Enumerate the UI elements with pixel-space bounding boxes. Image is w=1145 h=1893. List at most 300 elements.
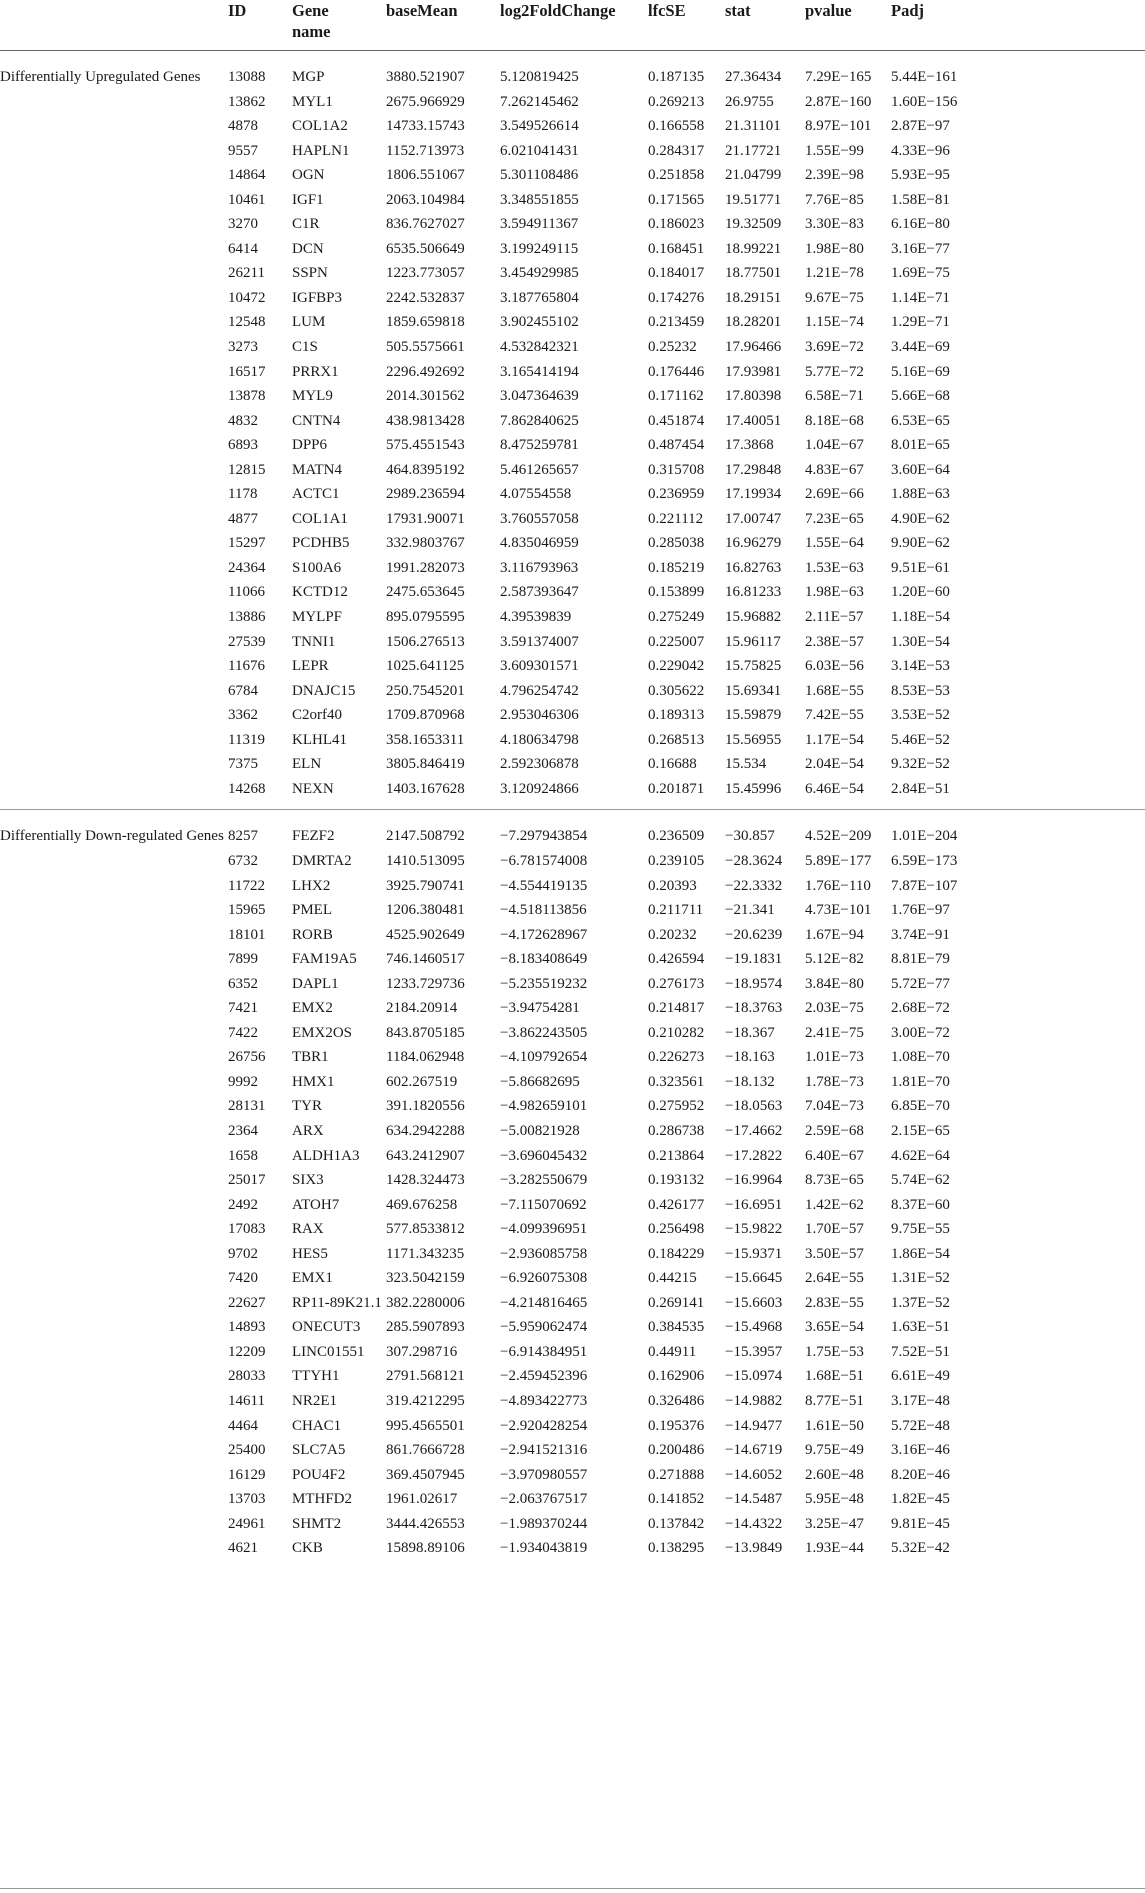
table-row: [0, 810, 1145, 849]
cell-log2foldchange: 2.587393647: [500, 584, 579, 601]
cell-padj: 9.75E−55: [891, 1221, 950, 1238]
cell-gene-name: HAPLN1: [292, 142, 350, 159]
cell-id: 10461: [228, 191, 266, 208]
cell-gene-name: MTHFD2: [292, 1491, 353, 1508]
cell-log2foldchange: 4.39539839: [500, 609, 572, 626]
cell-stat: 15.56955: [725, 731, 782, 748]
cell-stat: −15.6645: [725, 1270, 783, 1287]
cell-padj: 1.14E−71: [891, 289, 950, 306]
cell-pvalue: 2.03E−75: [805, 1000, 864, 1017]
cell-lfcse: 0.285038: [648, 535, 705, 552]
cell-padj: 3.16E−77: [891, 240, 950, 257]
cell-log2foldchange: −4.518113856: [500, 902, 587, 919]
cell-basemean: 1961.02617: [386, 1491, 458, 1508]
cell-lfcse: 0.275249: [648, 609, 705, 626]
section-label-empty: [0, 1217, 228, 1242]
cell-padj: 8.01E−65: [891, 437, 950, 454]
table-row: [0, 163, 1145, 188]
cell-id: 11676: [228, 658, 265, 675]
cell-log2foldchange: 3.165414194: [500, 363, 579, 380]
cell-basemean: 3925.790741: [386, 877, 465, 894]
cell-lfcse: 0.185219: [648, 559, 705, 576]
cell-pvalue: 1.55E−64: [805, 535, 864, 552]
cell-id: 15297: [228, 535, 266, 552]
cell-gene-name: OGN: [292, 167, 325, 184]
cell-stat: 16.82763: [725, 559, 782, 576]
cell-id: 9557: [228, 142, 258, 159]
cell-gene-name: DNAJC15: [292, 682, 356, 699]
cell-id: 14611: [228, 1392, 265, 1409]
cell-log2foldchange: −7.297943854: [500, 828, 588, 845]
cell-padj: 4.90E−62: [891, 510, 950, 527]
cell-basemean: 2791.568121: [386, 1368, 465, 1385]
cell-padj: 1.86E−54: [891, 1245, 950, 1262]
section-label-empty: [0, 605, 228, 630]
cell-lfcse: 0.189313: [648, 707, 705, 724]
cell-padj: 7.87E−107: [891, 877, 958, 894]
cell-padj: 9.90E−62: [891, 535, 950, 552]
cell-lfcse: 0.251858: [648, 167, 705, 184]
cell-log2foldchange: −5.86682695: [500, 1073, 580, 1090]
cell-lfcse: 0.171565: [648, 191, 705, 208]
cell-gene-name: RAX: [292, 1221, 324, 1238]
cell-gene-name: KCTD12: [292, 584, 348, 601]
section-label-empty: [0, 1487, 228, 1512]
cell-id: 4878: [228, 118, 258, 135]
cell-id: 24961: [228, 1515, 266, 1532]
cell-log2foldchange: 4.835046959: [500, 535, 579, 552]
cell-basemean: 2675.966929: [386, 93, 465, 110]
cell-gene-name: CHAC1: [292, 1417, 342, 1434]
cell-id: 6893: [228, 437, 258, 454]
cell-id: 13886: [228, 609, 266, 626]
cell-basemean: 250.7545201: [386, 682, 465, 699]
cell-gene-name: TBR1: [292, 1049, 329, 1066]
cell-lfcse: 0.221112: [648, 510, 704, 527]
cell-lfcse: 0.210282: [648, 1024, 705, 1041]
table-row: [0, 1291, 1145, 1316]
cell-id: 8257: [228, 828, 258, 845]
section-label-empty: [0, 163, 228, 188]
cell-pvalue: 2.60E−48: [805, 1466, 864, 1483]
cell-pvalue: 3.50E−57: [805, 1245, 864, 1262]
table-row: [0, 947, 1145, 972]
cell-basemean: 1223.773057: [386, 265, 465, 282]
table-row: [0, 286, 1145, 311]
cell-id: 13088: [228, 69, 266, 85]
cell-pvalue: 4.73E−101: [805, 902, 872, 919]
cell-gene-name: LHX2: [292, 877, 331, 894]
cell-stat: −13.9849: [725, 1540, 783, 1557]
cell-gene-name: RP11-89K21.1: [292, 1294, 382, 1311]
cell-stat: 21.04799: [725, 167, 782, 184]
section-label-empty: [0, 898, 228, 923]
cell-stat: 16.96279: [725, 535, 782, 552]
cell-lfcse: 0.256498: [648, 1221, 705, 1238]
cell-pvalue: 1.93E−44: [805, 1540, 864, 1557]
cell-stat: −15.3957: [725, 1343, 783, 1360]
cell-padj: 9.32E−52: [891, 756, 950, 773]
cell-padj: 8.53E−53: [891, 682, 950, 699]
cell-basemean: 602.267519: [386, 1073, 458, 1090]
cell-log2foldchange: 3.902455102: [500, 314, 579, 331]
cell-padj: 2.15E−65: [891, 1122, 950, 1139]
section-label-empty: [0, 90, 228, 115]
section-label-empty: [0, 580, 228, 605]
cell-basemean: 285.5907893: [386, 1319, 465, 1336]
cell-log2foldchange: 3.120924866: [500, 780, 579, 797]
cell-padj: 6.59E−173: [891, 852, 958, 869]
cell-gene-name: LEPR: [292, 658, 329, 675]
table-row: [0, 972, 1145, 997]
cell-padj: 5.74E−62: [891, 1172, 950, 1189]
section-label-empty: [0, 458, 228, 483]
cell-log2foldchange: 3.348551855: [500, 191, 579, 208]
table-row: [0, 384, 1145, 409]
cell-padj: 1.29E−71: [891, 314, 950, 331]
table-row: [0, 1463, 1145, 1488]
cell-pvalue: 9.75E−49: [805, 1442, 864, 1459]
cell-lfcse: 0.323561: [648, 1073, 705, 1090]
cell-basemean: 2147.508792: [386, 828, 465, 845]
cell-id: 4621: [228, 1540, 258, 1557]
cell-padj: 3.60E−64: [891, 461, 950, 478]
cell-gene-name: DPP6: [292, 437, 328, 454]
cell-lfcse: 0.166558: [648, 118, 705, 135]
cell-basemean: 575.4551543: [386, 437, 465, 454]
cell-basemean: 319.4212295: [386, 1392, 465, 1409]
cell-basemean: 464.8395192: [386, 461, 465, 478]
cell-basemean: 3805.846419: [386, 756, 465, 773]
cell-lfcse: 0.187135: [648, 69, 705, 85]
cell-stat: 18.28201: [725, 314, 782, 331]
cell-pvalue: 5.95E−48: [805, 1491, 864, 1508]
cell-id: 25400: [228, 1442, 266, 1459]
table-row: [0, 1070, 1145, 1095]
cell-basemean: 1709.870968: [386, 707, 465, 724]
cell-id: 9702: [228, 1245, 258, 1262]
cell-basemean: 2475.653645: [386, 584, 465, 601]
cell-id: 7421: [228, 1000, 258, 1017]
cell-lfcse: 0.305622: [648, 682, 705, 699]
cell-log2foldchange: −1.934043819: [500, 1540, 588, 1557]
table-row: [0, 777, 1145, 810]
section-label-empty: [0, 1414, 228, 1439]
cell-stat: 17.29848: [725, 461, 782, 478]
cell-id: 7375: [228, 756, 258, 773]
cell-basemean: 382.2280006: [386, 1294, 465, 1311]
cell-basemean: 391.1820556: [386, 1098, 465, 1115]
cell-basemean: 4525.902649: [386, 926, 465, 943]
cell-pvalue: 4.83E−67: [805, 461, 864, 478]
cell-pvalue: 2.41E−75: [805, 1024, 864, 1041]
cell-lfcse: 0.162906: [648, 1368, 705, 1385]
section-label-empty: [0, 703, 228, 728]
cell-padj: 5.72E−77: [891, 975, 950, 992]
table-row: [0, 996, 1145, 1021]
cell-stat: −21.341: [725, 902, 775, 919]
cell-log2foldchange: −4.099396951: [500, 1221, 588, 1238]
section-label-empty: [0, 752, 228, 777]
cell-stat: −14.6052: [725, 1466, 783, 1483]
cell-pvalue: 2.38E−57: [805, 633, 864, 650]
cell-stat: 15.96117: [725, 633, 781, 650]
cell-gene-name: FAM19A5: [292, 951, 357, 968]
section-label-empty: [0, 114, 228, 139]
table-row: [0, 1045, 1145, 1070]
cell-basemean: 577.8533812: [386, 1221, 465, 1238]
cell-stat: −14.9882: [725, 1392, 783, 1409]
cell-pvalue: 2.87E−160: [805, 93, 872, 110]
cell-pvalue: 9.67E−75: [805, 289, 864, 306]
cell-lfcse: 0.141852: [648, 1491, 705, 1508]
cell-pvalue: 1.75E−53: [805, 1343, 864, 1360]
cell-basemean: 323.5042159: [386, 1270, 465, 1287]
cell-lfcse: 0.213459: [648, 314, 705, 331]
cell-padj: 1.58E−81: [891, 191, 950, 208]
cell-log2foldchange: −6.781574008: [500, 852, 588, 869]
cell-stat: 26.9755: [725, 93, 774, 110]
cell-lfcse: 0.426594: [648, 951, 705, 968]
cell-lfcse: 0.284317: [648, 142, 705, 159]
cell-id: 17083: [228, 1221, 266, 1238]
cell-stat: 17.3868: [725, 437, 774, 454]
cell-stat: 18.99221: [725, 240, 782, 257]
cell-lfcse: 0.20393: [648, 877, 697, 894]
cell-lfcse: 0.171162: [648, 388, 704, 405]
cell-stat: 21.17721: [725, 142, 782, 159]
table-row: [0, 654, 1145, 679]
section-label-empty: [0, 1315, 228, 1340]
section-label-empty: [0, 1021, 228, 1046]
cell-gene-name: PCDHB5: [292, 535, 350, 552]
cell-pvalue: 1.17E−54: [805, 731, 864, 748]
cell-lfcse: 0.275952: [648, 1098, 705, 1115]
cell-log2foldchange: −5.00821928: [500, 1122, 580, 1139]
cell-padj: 1.88E−63: [891, 486, 950, 503]
cell-log2foldchange: −6.926075308: [500, 1270, 588, 1287]
cell-pvalue: 5.12E−82: [805, 951, 864, 968]
table-row: [0, 114, 1145, 139]
header-lfcse: lfcSE: [648, 1, 686, 20]
cell-padj: 1.20E−60: [891, 584, 950, 601]
cell-log2foldchange: 5.301108486: [500, 167, 579, 184]
cell-basemean: 634.2942288: [386, 1122, 465, 1139]
cell-padj: 1.76E−97: [891, 902, 950, 919]
table-row: [0, 703, 1145, 728]
cell-gene-name: C1R: [292, 216, 320, 233]
cell-padj: 6.61E−49: [891, 1368, 950, 1385]
cell-log2foldchange: 3.116793963: [500, 559, 579, 576]
cell-stat: 19.51771: [725, 191, 782, 208]
cell-gene-name: IGFBP3: [292, 289, 343, 306]
cell-padj: 1.69E−75: [891, 265, 950, 282]
cell-pvalue: 1.61E−50: [805, 1417, 864, 1434]
table-row: [0, 458, 1145, 483]
table-row: [0, 752, 1145, 777]
table-row: [0, 310, 1145, 335]
cell-lfcse: 0.153899: [648, 584, 705, 601]
cell-stat: 18.29151: [725, 289, 782, 306]
table-row: [0, 1414, 1145, 1439]
cell-pvalue: 1.98E−63: [805, 584, 864, 601]
cell-pvalue: 1.76E−110: [805, 877, 871, 894]
cell-gene-name: SIX3: [292, 1172, 324, 1189]
cell-log2foldchange: −5.235519232: [500, 975, 588, 992]
cell-id: 4832: [228, 412, 258, 429]
section-label-empty: [0, 1438, 228, 1463]
cell-basemean: 1859.659818: [386, 314, 465, 331]
cell-stat: 15.96882: [725, 609, 782, 626]
cell-stat: 18.77501: [725, 265, 782, 282]
cell-pvalue: 2.39E−98: [805, 167, 864, 184]
cell-log2foldchange: 5.461265657: [500, 461, 579, 478]
cell-basemean: 469.676258: [386, 1196, 458, 1213]
section-label-empty: [0, 1168, 228, 1193]
cell-lfcse: 0.137842: [648, 1515, 705, 1532]
cell-padj: 5.44E−161: [891, 69, 958, 85]
cell-gene-name: PMEL: [292, 902, 333, 919]
cell-gene-name: DAPL1: [292, 975, 339, 992]
cell-pvalue: 2.69E−66: [805, 486, 864, 503]
cell-stat: −14.4322: [725, 1515, 783, 1532]
section-label-empty: [0, 996, 228, 1021]
section-label-empty: [0, 1536, 228, 1569]
cell-pvalue: 5.89E−177: [805, 852, 872, 869]
cell-stat: −20.6239: [725, 926, 783, 943]
cell-lfcse: 0.326486: [648, 1392, 705, 1409]
cell-padj: 3.17E−48: [891, 1392, 950, 1409]
cell-basemean: 358.1653311: [386, 731, 465, 748]
cell-pvalue: 1.68E−55: [805, 682, 864, 699]
table-row: [0, 898, 1145, 923]
cell-pvalue: 1.67E−94: [805, 926, 864, 943]
cell-gene-name: ONECUT3: [292, 1319, 361, 1336]
cell-pvalue: 1.53E−63: [805, 559, 864, 576]
cell-padj: 1.01E−204: [891, 828, 958, 845]
section-label-empty: [0, 286, 228, 311]
cell-pvalue: 2.64E−55: [805, 1270, 864, 1287]
cell-pvalue: 8.73E−65: [805, 1172, 864, 1189]
cell-lfcse: 0.25232: [648, 339, 697, 356]
cell-gene-name: SLC7A5: [292, 1442, 346, 1459]
cell-gene-name: S100A6: [292, 559, 342, 576]
cell-gene-name: MYL1: [292, 93, 333, 110]
cell-lfcse: 0.16688: [648, 756, 697, 773]
cell-padj: 6.53E−65: [891, 412, 950, 429]
cell-padj: 3.44E−69: [891, 339, 950, 356]
cell-pvalue: 2.83E−55: [805, 1294, 864, 1311]
section-label-empty: [0, 1340, 228, 1365]
cell-pvalue: 8.18E−68: [805, 412, 864, 429]
cell-id: 7899: [228, 951, 258, 968]
cell-pvalue: 1.15E−74: [805, 314, 864, 331]
cell-padj: 8.20E−46: [891, 1466, 950, 1483]
cell-gene-name: EMX1: [292, 1270, 333, 1287]
cell-lfcse: 0.225007: [648, 633, 705, 650]
cell-lfcse: 0.44215: [648, 1270, 697, 1287]
cell-pvalue: 5.77E−72: [805, 363, 864, 380]
section-label-empty: [0, 1193, 228, 1218]
cell-padj: 1.81E−70: [891, 1073, 950, 1090]
section-label-empty: [0, 777, 228, 810]
cell-gene-name: FEZF2: [292, 828, 335, 845]
cell-id: 18101: [228, 926, 266, 943]
table-row: [0, 237, 1145, 262]
cell-stat: −18.3763: [725, 1000, 783, 1017]
cell-padj: 4.33E−96: [891, 142, 950, 159]
cell-id: 3362: [228, 707, 258, 724]
cell-basemean: 6535.506649: [386, 240, 465, 257]
cell-gene-name: TYR: [292, 1098, 322, 1115]
cell-pvalue: 1.98E−80: [805, 240, 864, 257]
cell-id: 1658: [228, 1147, 258, 1164]
cell-id: 14864: [228, 167, 266, 184]
table-row: [0, 1168, 1145, 1193]
cell-gene-name: CNTN4: [292, 412, 341, 429]
table-row: [0, 1193, 1145, 1218]
cell-id: 3273: [228, 339, 258, 356]
cell-basemean: 2014.301562: [386, 388, 465, 405]
cell-log2foldchange: 3.199249115: [500, 240, 579, 257]
table-row: [0, 261, 1145, 286]
cell-lfcse: 0.213864: [648, 1147, 705, 1164]
section-label-empty: [0, 947, 228, 972]
cell-pvalue: 2.04E−54: [805, 756, 864, 773]
cell-log2foldchange: 7.862840625: [500, 412, 579, 429]
cell-stat: −17.4662: [725, 1122, 783, 1139]
table-row: [0, 1512, 1145, 1537]
cell-pvalue: 1.70E−57: [805, 1221, 864, 1238]
cell-gene-name: COL1A1: [292, 510, 348, 527]
cell-log2foldchange: −3.862243505: [500, 1024, 588, 1041]
section-label-empty: [0, 679, 228, 704]
cell-stat: −15.6603: [725, 1294, 783, 1311]
table-row: [0, 1315, 1145, 1340]
cell-id: 4877: [228, 510, 258, 527]
cell-lfcse: 0.286738: [648, 1122, 705, 1139]
table-row: [0, 1536, 1145, 1569]
cell-lfcse: 0.271888: [648, 1466, 705, 1483]
table-row: [0, 630, 1145, 655]
cell-lfcse: 0.176446: [648, 363, 705, 380]
section-label-empty: [0, 1094, 228, 1119]
table-row: [0, 1217, 1145, 1242]
cell-log2foldchange: −4.893422773: [500, 1392, 588, 1409]
cell-gene-name: DCN: [292, 240, 324, 257]
cell-log2foldchange: 2.953046306: [500, 707, 579, 724]
section-label-empty: [0, 1389, 228, 1414]
cell-gene-name: NR2E1: [292, 1392, 337, 1409]
cell-padj: 9.81E−45: [891, 1515, 950, 1532]
cell-gene-name: C1S: [292, 339, 318, 356]
table-row: [0, 360, 1145, 385]
table-row: [0, 531, 1145, 556]
table-row: [0, 728, 1145, 753]
header-gene-name: Gene name: [292, 1, 331, 41]
cell-padj: 5.93E−95: [891, 167, 950, 184]
cell-gene-name: KLHL41: [292, 731, 347, 748]
cell-log2foldchange: −8.183408649: [500, 951, 588, 968]
header-stat: stat: [725, 1, 751, 20]
cell-gene-name: MGP: [292, 69, 325, 85]
section-label-empty: [0, 728, 228, 753]
cell-pvalue: 3.30E−83: [805, 216, 864, 233]
cell-basemean: 995.4565501: [386, 1417, 465, 1434]
cell-basemean: 438.9813428: [386, 412, 465, 429]
cell-lfcse: 0.229042: [648, 658, 705, 675]
table-row: [0, 1340, 1145, 1365]
